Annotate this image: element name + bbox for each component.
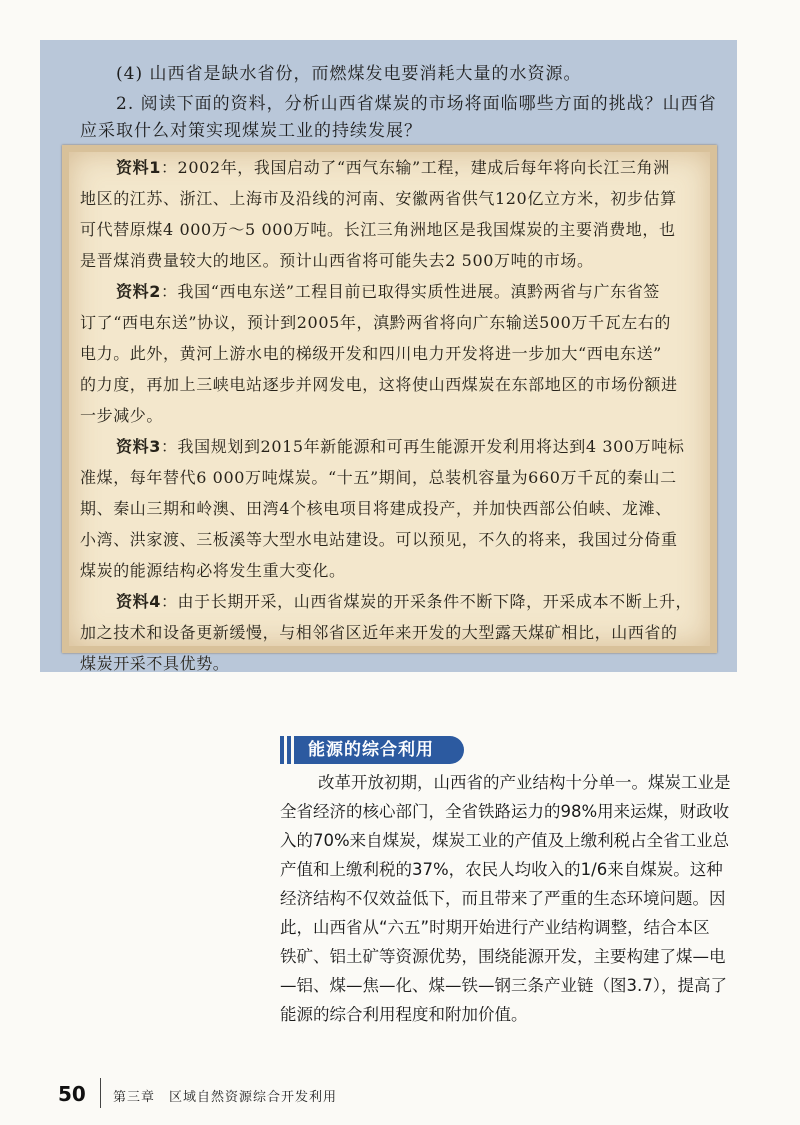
section-body-line-7: 铁矿、铝土矿等资源优势，围绕能源开发，主要构建了煤—电 xyxy=(280,947,726,966)
material-3-label: 资料3 xyxy=(116,437,161,456)
section-header xyxy=(280,736,480,764)
material-2-line-3: 电力。此外，黄河上游水电的梯级开发和四川电力开发将进一步加大“西电东送” xyxy=(80,344,662,363)
material-3-line-2: 准煤，每年替代6 000万吨煤炭。“十五”期间，总装机容量为660万千瓦的秦山二 xyxy=(80,468,677,487)
section-body-line-4: 产值和上缴利税的37%，农民人均收入的1/6来自煤炭。这种 xyxy=(280,860,723,879)
material-3-line-1: 资料3：我国规划到2015年新能源和可再生能源开发利用将达到4 300万吨标 xyxy=(116,437,685,456)
material-2-line-4: 的力度，再加上三峡电站逐步并网发电，这将使山西煤炭在东部地区的市场份额进 xyxy=(80,375,678,394)
material-3-line-3: 期、秦山三期和岭澳、田湾4个核电项目将建成投产，并加快西部公伯峡、龙滩、 xyxy=(80,499,672,518)
footer-divider xyxy=(100,1078,101,1108)
material-2-line-5: 一步减少。 xyxy=(80,406,164,425)
material-4-line-3: 煤炭开采不具优势。 xyxy=(80,654,230,673)
material-1-line-2: 地区的江苏、浙江、上海市及沿线的河南、安徽两省供气120亿立方米，初步估算 xyxy=(80,189,677,208)
section-body-line-2: 全省经济的核心部门，全省铁路运力的98%用来运煤，财政收 xyxy=(280,802,730,821)
material-1-line-1: 资料1：2002年，我国启动了“西气东输”工程，建成后每年将向长江三角洲 xyxy=(116,158,670,177)
section-body-line-5: 经济结构不仅效益低下，而且带来了严重的生态环境问题。因 xyxy=(280,889,726,908)
section-body-line-6: 此，山西省从“六五”时期开始进行产业结构调整，结合本区 xyxy=(280,918,710,937)
material-4-line-1: 资料4：由于长期开采，山西省煤炭的开采条件不断下降，开采成本不断上升， xyxy=(116,592,693,611)
material-1-line-3: 可代替原煤4 000万～5 000万吨。长江三角洲地区是我国煤炭的主要消费地，也 xyxy=(80,220,676,239)
material-1-line-4: 是晋煤消费量较大的地区。预计山西省将可能失去2 500万吨的市场。 xyxy=(80,251,594,270)
material-1-label: 资料1 xyxy=(116,158,161,177)
chapter-title: 第三章 区域自然资源综合开发利用 xyxy=(113,1090,338,1105)
section-body-line-1: 改革开放初期，山西省的产业结构十分单一。煤炭工业是 xyxy=(318,773,731,792)
header-bar-decoration xyxy=(280,736,284,764)
material-4-label: 资料4 xyxy=(116,592,161,611)
question-item-4: (4) 山西省是缺水省份，而燃煤发电要消耗大量的水资源。 xyxy=(116,64,582,84)
material-2-line-1: 资料2：我国“西电东送”工程目前已取得实质性进展。滇黔两省与广东省签 xyxy=(116,282,660,301)
material-4-line-2: 加之技术和设备更新缓慢，与相邻省区近年来开发的大型露天煤矿相比，山西省的 xyxy=(80,623,678,642)
section-body-line-3: 入的70%来自煤炭，煤炭工业的产值及上缴利税占全省工业总 xyxy=(280,831,730,850)
section-body-line-8: —铝、煤—焦—化、煤—铁—钢三条产业链（图3.7），提高了 xyxy=(280,976,727,995)
material-3-line-4: 小湾、洪家渡、三板溪等大型水电站建设。可以预见，不久的将来，我国过分倚重 xyxy=(80,530,678,549)
section-body-line-9: 能源的综合利用程度和附加价值。 xyxy=(280,1005,528,1024)
material-2-line-2: 订了“西电东送”协议，预计到2005年，滇黔两省将向广东输送500万千瓦左右的 xyxy=(80,313,672,332)
header-bar-decoration xyxy=(287,736,291,764)
question-2-line-2: 应采取什么对策实现煤炭工业的持续发展？ xyxy=(80,121,422,141)
material-3-line-5: 煤炭的能源结构必将发生重大变化。 xyxy=(80,561,346,580)
section-title: 能源的综合利用 xyxy=(294,736,464,764)
page-number: 50 xyxy=(58,1082,86,1106)
question-2-line-1: 2. 阅读下面的资料，分析山西省煤炭的市场将面临哪些方面的挑战？山西省 xyxy=(116,94,717,114)
material-2-label: 资料2 xyxy=(116,282,161,301)
